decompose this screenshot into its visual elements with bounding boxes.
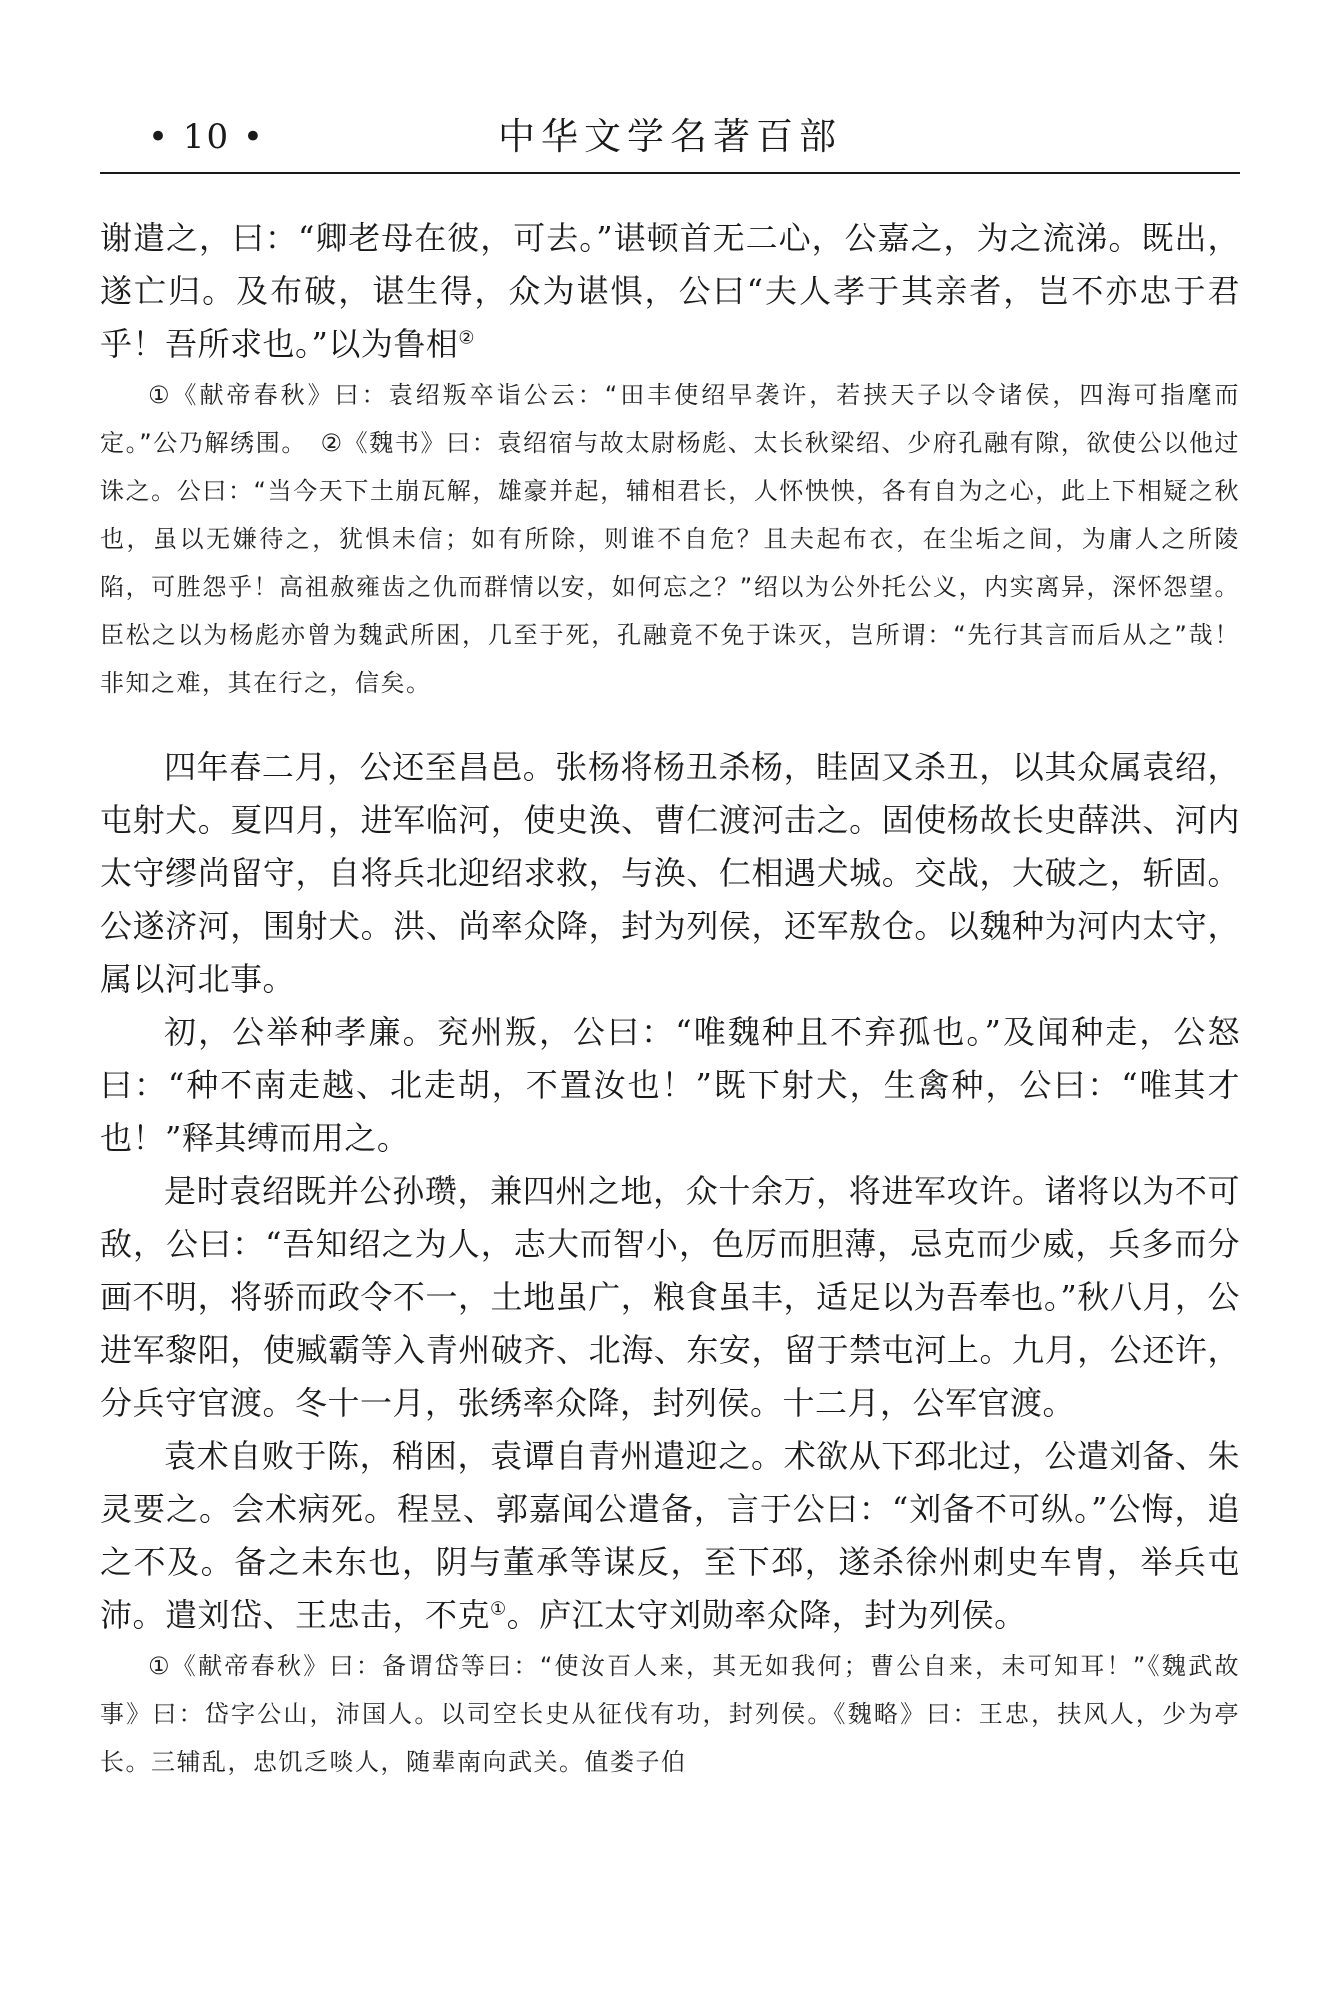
page-header [100,112,1240,174]
paragraph: 是时袁绍既并公孙瓒，兼四州之地，众十余万，将进军攻许。诸将以为不可敌，公曰：“吾知绍之为人，志大而智小，色厉而胆薄，忌克而少威，兵多而分画不明，将骄而政令不一，土地虽广，粮食虽丰，适足以为吾奉也。”秋八月，公进军黎阳，使臧霸等入青州破齐、北海、东安，留于禁屯河上。九月，公还许，分兵守官渡。冬十一月，张绣率众降，封列侯。十二月，公军官渡。 [100,1172,1240,1422]
paragraph [100,1430,1240,1642]
paragraph-text: 谢遣之，曰：“卿老母在彼，可去。”谌顿首无二心，公嘉之，为之流涕。既出，遂亡归。及布破，谌生得，众为谌惧，公曰“夫人孝于其亲者，岂不亦忠于君乎！吾所求也。”以为鲁相 [100,219,1240,363]
page-body [100,212,1240,1786]
paragraph: 初，公举种孝廉。兖州叛，公曰：“唯魏种且不弃孤也。”及闻种走，公怒曰：“种不南走越、北走胡，不置汝也！”既下射犬，生禽种，公曰：“唯其才也！”释其缚而用之。 [100,1013,1240,1157]
footnote-ref: ① [490,1598,507,1620]
footnote: ①《献帝春秋》曰：备谓岱等曰：“使汝百人来，其无如我何；曹公自来，未可知耳！”《魏武故事》曰：岱字公山，沛国人。以司空长史从征伐有功，封列侯。《魏略》曰：王忠，扶风人，少为亭长。三辅乱，忠饥乏啖人，随辈南向武关。值娄子伯 [100,1652,1240,1776]
paragraph-text: 。庐江太守刘勋率众降，封为列侯。 [506,1596,1027,1634]
page-number: • 10 • [148,117,265,157]
footnote-ref: ② [458,327,476,349]
paragraph [100,212,1240,371]
paragraph: 四年春二月，公还至昌邑。张杨将杨丑杀杨，眭固又杀丑，以其众属袁绍，屯射犬。夏四月，进军临河，使史涣、曹仁渡河击之。固使杨故长史薛洪、河内太守缪尚留守，自将兵北迎绍求救，与涣、仁相遇犬城。交战，大破之，斩固。公遂济河，围射犬。洪、尚率众降，封为列侯，还军敖仓。以魏种为河内太守，属以河北事。 [100,748,1240,998]
paragraph-text: 袁术自败于陈，稍困，袁谭自青州遣迎之。术欲从下邳北过，公遣刘备、朱灵要之。会术病死。程昱、郭嘉闻公遣备，言于公曰：“刘备不可纵。”公悔，追之不及。备之未东也，阴与董承等谋反，至下邳，遂杀徐州刺史车胄，举兵屯沛。遣刘岱、王忠击，不克 [100,1437,1240,1634]
footnote: ①《献帝春秋》曰：袁绍叛卒诣公云：“田丰使绍早袭许，若挟天子以令诸侯，四海可指麾而定。”公乃解绣围。 ②《魏书》曰：袁绍宿与故太尉杨彪、太长秋梁绍、少府孔融有隙，欲使公以他过诛之。公曰：“当今天下土崩瓦解，雄豪并起，辅相君长，人怀怏怏，各有自为之心，此上下相疑之秋也，虽以无嫌待之，犹惧未信；如有所除，则谁不自危？且夫起布衣，在尘垢之间，为庸人之所陵陷，可胜怨乎！高祖赦雍齿之仇而群情以安，如何忘之？”绍以为公外托公义，内实离异，深怀怨望。臣松之以为杨彪亦曾为魏武所困，几至于死，孔融竟不免于诛灭，岂所谓：“先行其言而后从之”哉！非知之难，其在行之，信矣。 [100,381,1240,697]
running-title: 中华文学名著百部 [498,115,842,158]
